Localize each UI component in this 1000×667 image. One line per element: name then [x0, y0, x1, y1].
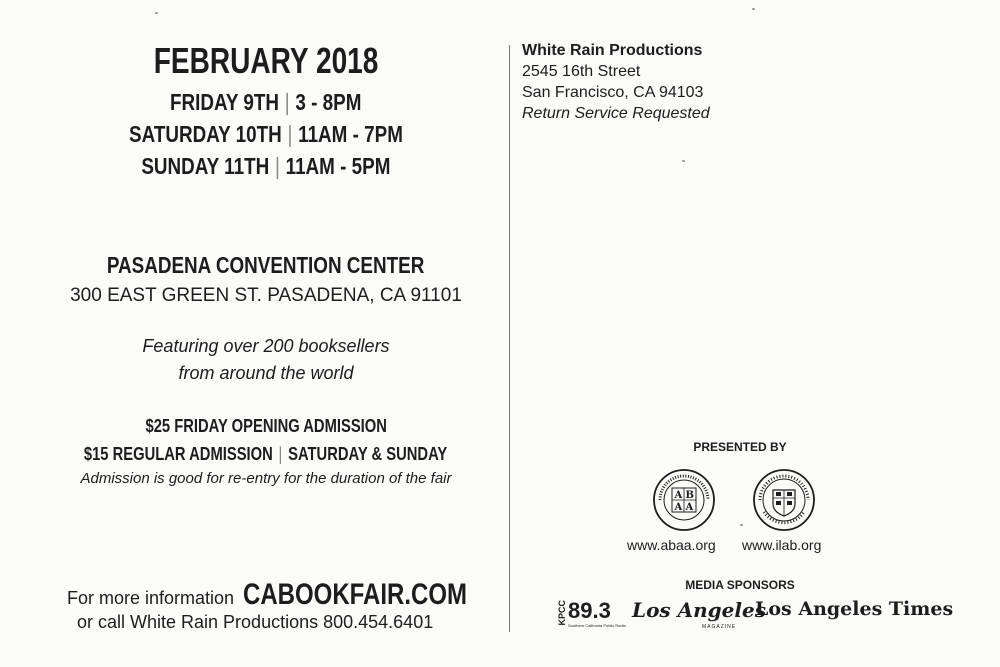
return-city: San Francisco, CA 94103: [522, 84, 704, 101]
regular-admission: [20, 444, 512, 465]
schedule-row-saturday: [20, 116, 512, 152]
paper-speck: [155, 12, 158, 14]
website-link[interactable]: CABOOKFAIR.COM: [243, 578, 468, 611]
separator: |: [287, 121, 293, 147]
la-magazine-sub: MAGAZINE: [702, 624, 737, 630]
paper-speck: [752, 8, 755, 10]
separator: |: [278, 444, 283, 464]
schedule-hours: 3 - 8PM: [295, 89, 362, 115]
abaa-url[interactable]: www.abaa.org: [627, 537, 716, 553]
kpcc-call-sign: KPCC: [557, 600, 567, 626]
friday-admission: $25 FRIDAY OPENING ADMISSION: [145, 416, 387, 436]
feature-line-1: Featuring over 200 booksellers: [142, 336, 390, 356]
media-sponsors-heading: MEDIA SPONSORS: [685, 578, 795, 592]
abaa-logo: [652, 468, 716, 532]
svg-text:A: A: [674, 490, 683, 501]
ilab-url[interactable]: www.ilab.org: [742, 537, 822, 553]
more-info-prefix: For more information: [67, 588, 235, 608]
return-service-requested: Return Service Requested: [522, 105, 710, 122]
schedule-hours: 11AM - 5PM: [285, 153, 391, 179]
svg-text:A: A: [685, 502, 694, 513]
paper-speck: [682, 160, 685, 162]
return-street: 2545 16th Street: [522, 63, 641, 80]
paper-speck: [740, 524, 743, 526]
schedule-day: SUNDAY 11TH: [141, 153, 270, 179]
kpcc-frequency: 89.3: [568, 598, 611, 623]
schedule-hours: 11AM - 7PM: [298, 121, 403, 147]
more-info: [67, 578, 523, 612]
svg-text:A: A: [674, 502, 683, 513]
regular-admission-days: SATURDAY & SUNDAY: [288, 444, 448, 464]
separator: |: [275, 153, 280, 179]
call-info: or call White Rain Productions 800.454.6401: [77, 612, 434, 632]
return-address: [522, 40, 710, 124]
schedule-row-friday: [20, 84, 512, 120]
feature-line-2: from around the world: [178, 363, 354, 383]
separator: |: [285, 89, 290, 115]
admission-note: Admission is good for re-entry for the duration of the fair: [80, 470, 452, 487]
ilab-logo: [752, 468, 816, 532]
schedule-day: SATURDAY 10TH: [129, 121, 282, 147]
kpcc-logo: [557, 598, 626, 630]
schedule-row-sunday: [20, 148, 512, 184]
event-title: FEBRUARY 2018: [153, 40, 379, 81]
return-name: White Rain Productions: [522, 42, 703, 59]
svg-text:B: B: [685, 490, 694, 501]
center-divider: [509, 45, 510, 632]
presented-by-heading: PRESENTED BY: [693, 440, 787, 454]
venue-name: PASADENA CONVENTION CENTER: [107, 252, 425, 278]
schedule-day: FRIDAY 9TH: [170, 89, 280, 115]
la-magazine-logo: Los Angeles: [632, 598, 766, 622]
la-times-logo: Los Angeles Times: [755, 598, 954, 620]
venue-address: 300 EAST GREEN ST. PASADENA, CA 91101: [70, 285, 462, 306]
regular-admission-price: $15 REGULAR ADMISSION: [84, 444, 274, 464]
kpcc-tagline: Southern California Public Radio: [568, 623, 626, 628]
